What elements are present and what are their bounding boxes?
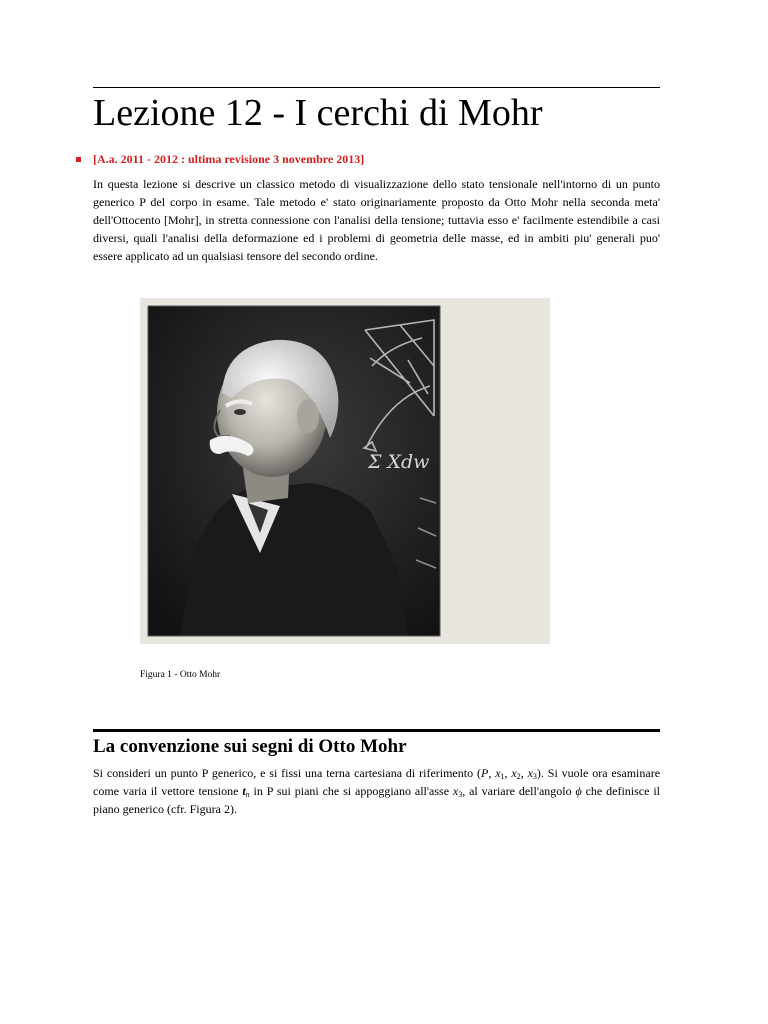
page-title: Lezione 12 - I cerchi di Mohr	[93, 92, 543, 134]
bullet-square-icon	[76, 157, 81, 162]
revision-bullet	[76, 152, 364, 167]
math-t-vector: t	[242, 784, 246, 798]
portrait-image	[140, 298, 550, 644]
revision-note: [A.a. 2011 - 2012 : ultima revisione 3 novembre 2013]	[93, 152, 365, 166]
section-rule	[93, 729, 660, 732]
figure-caption: Figura 1 - Otto Mohr	[140, 670, 221, 680]
section-heading: La convenzione sui segni di Otto Mohr	[93, 736, 407, 757]
section-paragraph: Si consideri un punto P generico, e si fissi una terna cartesiana di riferimento (P, $x_1$, $x_2$, $x_3$). Si vuole ora esaminare come varia il vettore tensione $t_n$ in P sui piani che si appoggiano all'asse $x_3$, al variare dell'angolo ϕ che definisce il piano generico (cfr. Figura 2).	[93, 766, 661, 816]
intro-paragraph: In questa lezione si descrive un classico metodo di visualizzazione dello stato tensionale nell'intorno di un punto generico P del corpo in esame. Tale metodo e' stato originariamente proposto da Otto Mohr nella seconda meta' dell'Ottocento [Mohr], in stretta connessione con l'analisi della tensione; tuttavia esso e' facilmente estendibile a casi diversi, quali l'analisi della deformazione ed i problemi di geometria delle masse, ed in ambiti piu' generali puo' essere applicato ad un qualsiasi tensore del secondo ordine.	[93, 177, 660, 263]
math-phi: ϕ	[575, 784, 582, 798]
chalk-formula: Σ Xdw	[368, 451, 430, 473]
math-P: P	[480, 766, 489, 780]
top-rule	[93, 87, 660, 88]
otto-mohr-portrait	[140, 298, 550, 644]
